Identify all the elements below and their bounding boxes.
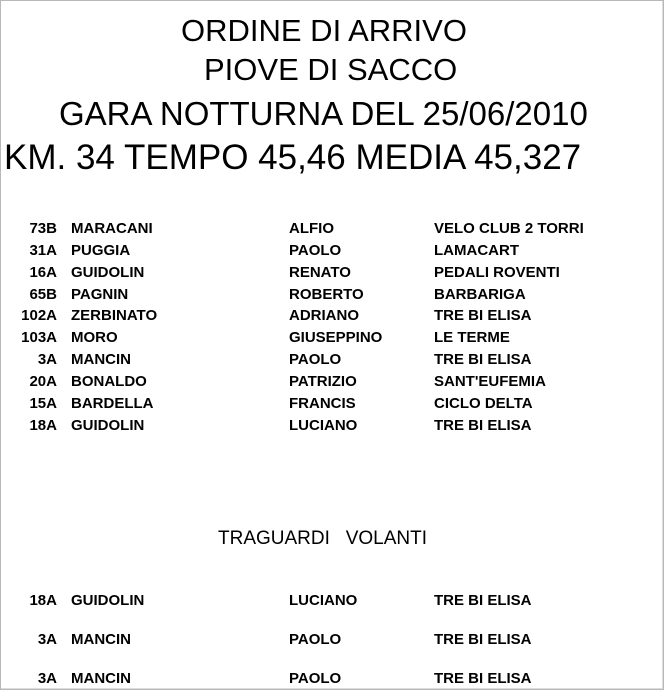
rider-name: RENATO <box>289 264 351 281</box>
bib-number: 18A <box>29 592 57 609</box>
rider-surname: ZERBINATO <box>71 307 158 324</box>
rider-surname: MANCIN <box>71 351 131 368</box>
rider-name: ROBERTO <box>289 286 364 303</box>
rider-name: LUCIANO <box>289 417 358 434</box>
rider-team: TRE BI ELISA <box>434 592 532 609</box>
rider-name: GIUSEPPINO <box>289 329 383 346</box>
rider-surname: GUIDOLIN <box>71 592 145 609</box>
rider-name: PAOLO <box>289 242 342 259</box>
table-row <box>1 241 664 261</box>
rider-team: CICLO DELTA <box>434 395 533 412</box>
table-row <box>1 219 664 239</box>
title-race-stats: KM. 34 TEMPO 45,46 MEDIA 45,327 <box>4 138 582 177</box>
rider-surname: PUGGIA <box>71 242 131 259</box>
rider-name: LUCIANO <box>289 592 358 609</box>
rider-team: VELO CLUB 2 TORRI <box>434 220 584 237</box>
table-row <box>1 328 664 348</box>
bib-number: 102A <box>21 307 57 324</box>
bib-number: 15A <box>29 395 57 412</box>
rider-surname: GUIDOLIN <box>71 264 145 281</box>
rider-name: ADRIANO <box>289 307 359 324</box>
rider-surname: MARACANI <box>71 220 153 237</box>
bib-number: 3A <box>37 670 57 687</box>
rider-name: PATRIZIO <box>289 373 357 390</box>
bib-number: 18A <box>29 417 57 434</box>
sprints-heading: TRAGUARDI VOLANTI <box>218 528 428 549</box>
rider-team: TRE BI ELISA <box>434 417 532 434</box>
rider-team: TRE BI ELISA <box>434 351 532 368</box>
bib-number: 103A <box>21 329 57 346</box>
bib-number: 3A <box>37 631 57 648</box>
table-row <box>1 669 664 689</box>
rider-team: LE TERME <box>434 329 510 346</box>
table-row <box>1 394 664 414</box>
rider-team: TRE BI ELISA <box>434 670 532 687</box>
bib-number: 65B <box>29 286 57 303</box>
rider-team: BARBARIGA <box>434 286 526 303</box>
bib-number: 20A <box>29 373 57 390</box>
rider-team: LAMACART <box>434 242 519 259</box>
rider-surname: MORO <box>71 329 118 346</box>
rider-team: PEDALI ROVENTI <box>434 264 560 281</box>
rider-name: PAOLO <box>289 670 342 687</box>
rider-surname: MANCIN <box>71 670 131 687</box>
rider-surname: BONALDO <box>71 373 147 390</box>
title-race-date: GARA NOTTURNA DEL 25/06/2010 <box>59 95 588 132</box>
rider-team: TRE BI ELISA <box>434 307 532 324</box>
bib-number: 16A <box>29 264 57 281</box>
bib-number: 73B <box>29 220 57 237</box>
table-row <box>1 285 664 305</box>
table-row <box>1 591 664 611</box>
rider-surname: GUIDOLIN <box>71 417 145 434</box>
rider-team: SANT'EUFEMIA <box>434 373 546 390</box>
bib-number: 31A <box>29 242 57 259</box>
bib-number: 3A <box>37 351 57 368</box>
rider-surname: MANCIN <box>71 631 131 648</box>
title-arrival-order: ORDINE DI ARRIVO <box>181 13 467 48</box>
table-row <box>1 350 664 370</box>
rider-name: PAOLO <box>289 631 342 648</box>
rider-name: PAOLO <box>289 351 342 368</box>
table-row <box>1 416 664 436</box>
rider-name: FRANCIS <box>289 395 356 412</box>
rider-name: ALFIO <box>289 220 334 237</box>
table-row <box>1 263 664 283</box>
rider-team: TRE BI ELISA <box>434 631 532 648</box>
table-row <box>1 306 664 326</box>
table-row <box>1 630 664 650</box>
table-row <box>1 372 664 392</box>
rider-surname: PAGNIN <box>71 286 129 303</box>
title-location: PIOVE DI SACCO <box>204 52 458 87</box>
rider-surname: BARDELLA <box>71 395 154 412</box>
